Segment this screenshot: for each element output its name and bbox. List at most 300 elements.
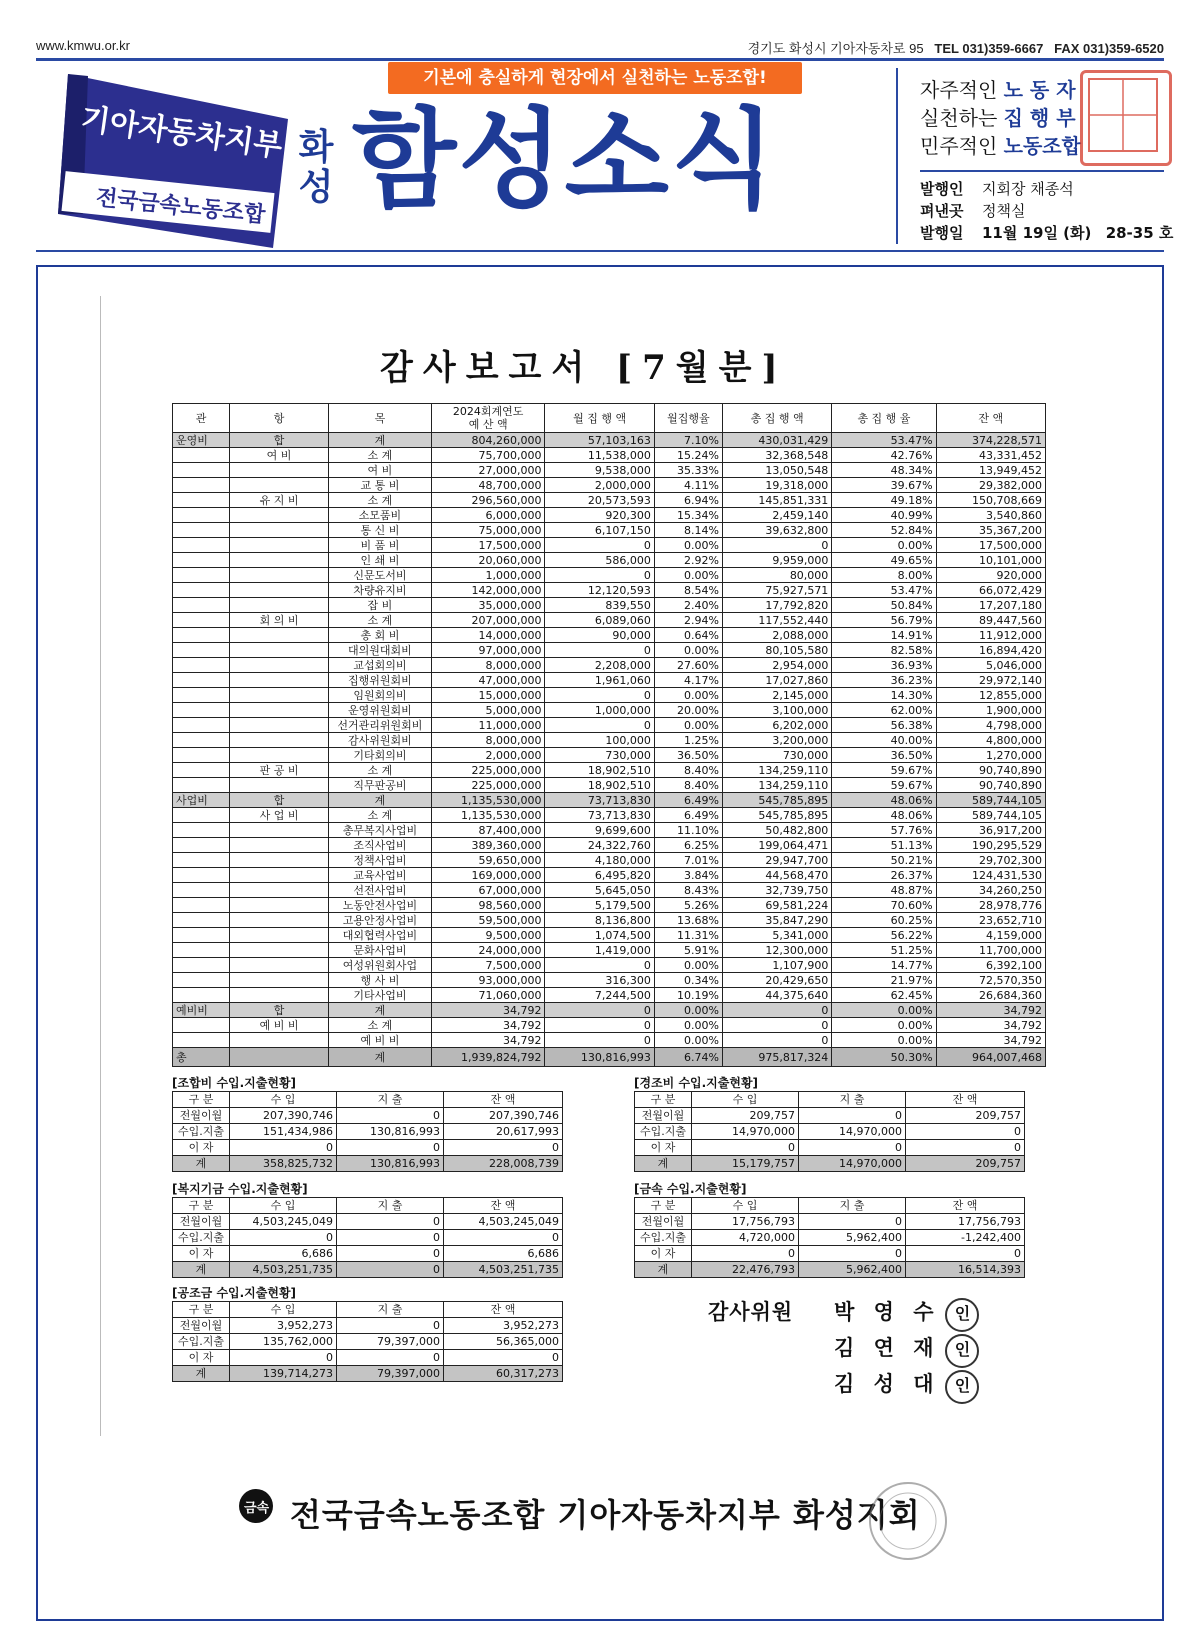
table-cell: 20,060,000 xyxy=(431,553,545,568)
table-cell: 225,000,000 xyxy=(431,763,545,778)
subtable-header-row xyxy=(173,1302,563,1318)
table-cell xyxy=(173,673,230,688)
table-cell: 75,000,000 xyxy=(431,523,545,538)
table-cell: 14.77% xyxy=(832,958,936,973)
table-cell xyxy=(173,763,230,778)
table-cell: 계 xyxy=(329,793,432,808)
table-row xyxy=(173,433,1046,448)
subtable-title: [경조비 수입.지출현황] xyxy=(634,1076,759,1090)
table-cell: 대의원대회비 xyxy=(329,643,432,658)
table-cell: 소 계 xyxy=(329,448,432,463)
table-cell: 975,817,324 xyxy=(722,1048,831,1067)
subtable-cell: 17,756,793 xyxy=(906,1214,1025,1230)
table-cell: 62.00% xyxy=(832,703,936,718)
column-header: 목 xyxy=(329,404,432,433)
subtable-cell: 4,503,245,049 xyxy=(444,1214,563,1230)
column-header: 항 xyxy=(230,404,329,433)
table-cell: 6.25% xyxy=(654,838,722,853)
subtable-cell: 이 자 xyxy=(635,1246,692,1262)
seal-stamp-icon: 인 xyxy=(945,1370,979,1404)
column-header: 관 xyxy=(173,404,230,433)
column-header: 총 집 행 액 xyxy=(722,404,831,433)
table-cell: 0.00% xyxy=(654,538,722,553)
subtable-cell: 0 xyxy=(337,1108,444,1124)
table-cell: 71,060,000 xyxy=(431,988,545,1003)
table-cell xyxy=(230,628,329,643)
subtable-header-row xyxy=(635,1092,1025,1108)
table-cell: 판 공 비 xyxy=(230,763,329,778)
table-cell: 0.00% xyxy=(654,1018,722,1033)
table-cell: 36.23% xyxy=(832,673,936,688)
table-cell: 316,300 xyxy=(545,973,654,988)
table-cell: 117,552,440 xyxy=(722,613,831,628)
table-cell: 잡 비 xyxy=(329,598,432,613)
subtable-cell: 0 xyxy=(799,1108,906,1124)
table-cell: 23,652,710 xyxy=(936,913,1045,928)
table-cell xyxy=(173,853,230,868)
table-cell: 47,000,000 xyxy=(431,673,545,688)
column-header: 잔 액 xyxy=(936,404,1045,433)
table-cell: 53.47% xyxy=(832,583,936,598)
table-cell xyxy=(173,568,230,583)
table-cell: 소 계 xyxy=(329,808,432,823)
table-cell: 계 xyxy=(329,1048,432,1067)
table-cell: 여 비 xyxy=(329,463,432,478)
fax-text: FAX 031)359-6520 xyxy=(1054,41,1164,56)
table-cell xyxy=(173,613,230,628)
table-cell: 59,500,000 xyxy=(431,913,545,928)
table-cell: 53.47% xyxy=(832,433,936,448)
table-cell: 48.06% xyxy=(832,808,936,823)
subtable-cell: 0 xyxy=(906,1140,1025,1156)
table-cell: 100,000 xyxy=(545,733,654,748)
table-cell: 16,894,420 xyxy=(936,643,1045,658)
subtable-cell: 0 xyxy=(692,1140,799,1156)
subtable-title: [금속 수입.지출현황] xyxy=(634,1182,747,1196)
subtable-row xyxy=(173,1318,563,1334)
table-cell: 5,046,000 xyxy=(936,658,1045,673)
table-cell xyxy=(230,643,329,658)
table-cell: 0.00% xyxy=(654,1033,722,1048)
table-cell: 소 계 xyxy=(329,493,432,508)
table-row xyxy=(173,688,1046,703)
subtable-cell: 3,952,273 xyxy=(444,1318,563,1334)
table-cell: 신문도서비 xyxy=(329,568,432,583)
table-cell: 교섭회의비 xyxy=(329,658,432,673)
table-cell: 17,792,820 xyxy=(722,598,831,613)
table-cell: 소 계 xyxy=(329,613,432,628)
table-cell xyxy=(230,463,329,478)
table-cell: 75,927,571 xyxy=(722,583,831,598)
publication-info xyxy=(920,178,1173,244)
table-cell: 42.76% xyxy=(832,448,936,463)
subtable-cell: 22,476,793 xyxy=(692,1262,799,1278)
table-cell: 20,429,650 xyxy=(722,973,831,988)
table-cell: 0 xyxy=(545,958,654,973)
table-cell xyxy=(173,748,230,763)
publisher-label: 발행인 xyxy=(920,180,964,198)
subtable-cell: 209,757 xyxy=(906,1108,1025,1124)
subtable-cell: 0 xyxy=(906,1124,1025,1140)
table-cell: 1,074,500 xyxy=(545,928,654,943)
table-cell xyxy=(230,928,329,943)
table-cell xyxy=(230,523,329,538)
table-cell: 11.10% xyxy=(654,823,722,838)
subtable-cell: 계 xyxy=(635,1262,692,1278)
table-cell: 4,159,000 xyxy=(936,928,1045,943)
table-cell: 17,500,000 xyxy=(936,538,1045,553)
motto-divider xyxy=(920,170,1164,172)
table-cell: 145,851,331 xyxy=(722,493,831,508)
table-cell: 59.67% xyxy=(832,763,936,778)
table-cell: 총 회 비 xyxy=(329,628,432,643)
table-cell: 1,000,000 xyxy=(431,568,545,583)
table-cell: 589,744,105 xyxy=(936,808,1045,823)
table-cell: 35.33% xyxy=(654,463,722,478)
subtable-cell: 이 자 xyxy=(173,1246,230,1262)
table-cell: 73,713,830 xyxy=(545,793,654,808)
table-cell: 통 신 비 xyxy=(329,523,432,538)
column-header: 월 집 행 액 xyxy=(545,404,654,433)
table-cell xyxy=(173,523,230,538)
table-cell: 1,939,824,792 xyxy=(431,1048,545,1067)
subtable-cell: 358,825,732 xyxy=(230,1156,337,1172)
table-cell: 대외협력사업비 xyxy=(329,928,432,943)
table-cell: 12,300,000 xyxy=(722,943,831,958)
table-row xyxy=(173,628,1046,643)
subtable-header-cell: 구 분 xyxy=(635,1198,692,1214)
table-cell: 586,000 xyxy=(545,553,654,568)
table-cell: 20,573,593 xyxy=(545,493,654,508)
table-cell: 839,550 xyxy=(545,598,654,613)
table-row xyxy=(173,988,1046,1003)
table-row xyxy=(173,703,1046,718)
subtable-row xyxy=(635,1140,1025,1156)
subtable-cell: 전월이월 xyxy=(173,1108,230,1124)
table-cell: 24,322,760 xyxy=(545,838,654,853)
table-cell: 32,739,750 xyxy=(722,883,831,898)
table-cell xyxy=(173,913,230,928)
table-cell: 3,100,000 xyxy=(722,703,831,718)
subtable-header-cell: 수 입 xyxy=(230,1198,337,1214)
table-cell: 26.37% xyxy=(832,868,936,883)
table-cell: 12,855,000 xyxy=(936,688,1045,703)
subtable-cell: 5,962,400 xyxy=(799,1262,906,1278)
table-cell: 여성위원회사업 xyxy=(329,958,432,973)
table-cell: 804,260,000 xyxy=(431,433,545,448)
subtable-cell: 79,397,000 xyxy=(337,1366,444,1382)
table-cell xyxy=(230,973,329,988)
subtable-header-cell: 지 출 xyxy=(337,1198,444,1214)
table-cell: 8,136,800 xyxy=(545,913,654,928)
subtable-cell: 전월이월 xyxy=(173,1318,230,1334)
table-cell: 유 지 비 xyxy=(230,493,329,508)
issue-number: 28-35 호 xyxy=(1105,224,1174,242)
top-info-bar xyxy=(36,36,1164,58)
table-cell: 17,500,000 xyxy=(431,538,545,553)
table-cell: 730,000 xyxy=(545,748,654,763)
table-cell xyxy=(173,688,230,703)
table-cell: 17,207,180 xyxy=(936,598,1045,613)
subtable-cell: 130,816,993 xyxy=(337,1124,444,1140)
subtable-header-cell: 구 분 xyxy=(173,1198,230,1214)
table-cell: 0 xyxy=(545,1018,654,1033)
table-cell: 18,902,510 xyxy=(545,763,654,778)
table-row xyxy=(173,928,1046,943)
table-cell: 80,105,580 xyxy=(722,643,831,658)
table-cell: 13,949,452 xyxy=(936,463,1045,478)
date-label: 발행일 xyxy=(920,224,964,242)
table-cell xyxy=(173,1018,230,1033)
subtable xyxy=(172,1301,563,1382)
table-cell: 0 xyxy=(545,688,654,703)
subtable-cell: 이 자 xyxy=(173,1140,230,1156)
table-cell: 34,260,250 xyxy=(936,883,1045,898)
table-cell xyxy=(173,898,230,913)
table-cell xyxy=(230,658,329,673)
table-cell: 34,792 xyxy=(431,1018,545,1033)
table-cell: 142,000,000 xyxy=(431,583,545,598)
table-cell: 48.34% xyxy=(832,463,936,478)
table-cell: 8.43% xyxy=(654,883,722,898)
subtable-title: [공조금 수입.지출현황] xyxy=(172,1286,297,1300)
table-cell: 직무판공비 xyxy=(329,778,432,793)
table-cell xyxy=(230,508,329,523)
table-cell: 0 xyxy=(545,1003,654,1018)
table-cell xyxy=(173,1033,230,1048)
table-header-row xyxy=(173,404,1046,433)
seal-stamp-icon: 인 xyxy=(945,1334,979,1368)
table-cell: 5,179,500 xyxy=(545,898,654,913)
contact-info xyxy=(748,38,1164,57)
subtable-cell: 0 xyxy=(230,1350,337,1366)
subtable-cell: 전월이월 xyxy=(635,1108,692,1124)
table-cell: 비 품 비 xyxy=(329,538,432,553)
table-cell: 964,007,468 xyxy=(936,1048,1045,1067)
table-cell: 10.19% xyxy=(654,988,722,1003)
table-cell xyxy=(230,673,329,688)
table-cell: 0 xyxy=(722,1018,831,1033)
table-cell: 6,202,000 xyxy=(722,718,831,733)
table-cell xyxy=(230,598,329,613)
table-cell: 12,120,593 xyxy=(545,583,654,598)
table-row xyxy=(173,958,1046,973)
subtable-cell: 수입.지출 xyxy=(173,1334,230,1350)
table-row xyxy=(173,583,1046,598)
table-cell xyxy=(230,988,329,1003)
table-cell xyxy=(230,733,329,748)
table-cell: 3.84% xyxy=(654,868,722,883)
subtable-cell: 6,686 xyxy=(230,1246,337,1262)
table-row xyxy=(173,598,1046,613)
table-cell xyxy=(230,703,329,718)
table-cell: 소모품비 xyxy=(329,508,432,523)
subtable-cell: 0 xyxy=(692,1246,799,1262)
table-cell: 노동안전사업비 xyxy=(329,898,432,913)
table-cell: 운영비 xyxy=(173,433,230,448)
table-cell: 소 계 xyxy=(329,1018,432,1033)
subtable-block xyxy=(172,1074,563,1172)
table-cell: 18,902,510 xyxy=(545,778,654,793)
subtable-cell: 0 xyxy=(230,1230,337,1246)
table-cell: 48.06% xyxy=(832,793,936,808)
table-cell xyxy=(230,478,329,493)
metal-union-logo-icon xyxy=(236,1486,282,1526)
table-cell: 조직사업비 xyxy=(329,838,432,853)
table-cell: 3,200,000 xyxy=(722,733,831,748)
subtable-cell: 전월이월 xyxy=(173,1214,230,1230)
footer-org-name: 전국금속노동조합 기아자동차지부 화성지회 xyxy=(290,1496,921,1534)
subtable-cell: 0 xyxy=(799,1214,906,1230)
subtable-block xyxy=(172,1180,563,1278)
table-row xyxy=(173,1033,1046,1048)
table-cell: 70.60% xyxy=(832,898,936,913)
table-cell: 11.31% xyxy=(654,928,722,943)
table-row xyxy=(173,1018,1046,1033)
table-cell xyxy=(173,448,230,463)
table-cell: 80,000 xyxy=(722,568,831,583)
website-link[interactable]: www.kmwu.or.kr xyxy=(36,38,130,53)
table-cell: 총무복지사업비 xyxy=(329,823,432,838)
subtable-header-row xyxy=(173,1198,563,1214)
table-cell: 920,300 xyxy=(545,508,654,523)
table-cell: 51.13% xyxy=(832,838,936,853)
table-cell: 14.91% xyxy=(832,628,936,643)
subtable-cell: 228,008,739 xyxy=(444,1156,563,1172)
table-cell: 10,101,000 xyxy=(936,553,1045,568)
subtable-cell: 전월이월 xyxy=(635,1214,692,1230)
subtable-cell: 이 자 xyxy=(173,1350,230,1366)
subtable-title: [복지기금 수입.지출현황] xyxy=(172,1182,308,1196)
column-header: 총 집 행 율 xyxy=(832,404,936,433)
slogan-banner: 기본에 충실하게 현장에서 실천하는 노동조합! xyxy=(388,62,802,94)
table-cell: 430,031,429 xyxy=(722,433,831,448)
table-cell: 8.40% xyxy=(654,763,722,778)
table-cell xyxy=(230,553,329,568)
table-cell: 6,495,820 xyxy=(545,868,654,883)
subtable-cell: 0 xyxy=(337,1318,444,1334)
table-cell: 1,961,060 xyxy=(545,673,654,688)
table-row xyxy=(173,553,1046,568)
table-row xyxy=(173,568,1046,583)
publisher-value: 지회장 채종석 xyxy=(982,180,1074,198)
table-cell: 0 xyxy=(722,1033,831,1048)
subtable-cell: 계 xyxy=(635,1156,692,1172)
seal-stamp-icon: 인 xyxy=(945,1298,979,1332)
table-cell: 29,972,140 xyxy=(936,673,1045,688)
table-cell: 11,000,000 xyxy=(431,718,545,733)
table-cell xyxy=(230,853,329,868)
table-cell: 15.34% xyxy=(654,508,722,523)
table-cell: 3,540,860 xyxy=(936,508,1045,523)
subtable-cell: 14,970,000 xyxy=(799,1156,906,1172)
subtable-cell: 수입.지출 xyxy=(635,1124,692,1140)
subtable-cell: 0 xyxy=(337,1214,444,1230)
table-cell: 150,708,669 xyxy=(936,493,1045,508)
table-cell: 합 xyxy=(230,793,329,808)
motto-block xyxy=(920,76,1081,160)
table-row xyxy=(173,508,1046,523)
subtable xyxy=(172,1091,563,1172)
table-cell: 87,400,000 xyxy=(431,823,545,838)
table-cell: 8,000,000 xyxy=(431,733,545,748)
table-cell: 35,000,000 xyxy=(431,598,545,613)
subtable-cell: -1,242,400 xyxy=(906,1230,1025,1246)
table-cell: 199,064,471 xyxy=(722,838,831,853)
table-cell: 7,500,000 xyxy=(431,958,545,973)
table-row xyxy=(173,1003,1046,1018)
table-cell: 8.00% xyxy=(832,568,936,583)
table-cell: 교육사업비 xyxy=(329,868,432,883)
subtable-row xyxy=(635,1214,1025,1230)
table-cell: 13.68% xyxy=(654,913,722,928)
subtable-cell: 207,390,746 xyxy=(444,1108,563,1124)
subtable-row xyxy=(173,1124,563,1140)
table-cell: 11,538,000 xyxy=(545,448,654,463)
table-cell xyxy=(173,928,230,943)
table-cell: 98,560,000 xyxy=(431,898,545,913)
subtable-header-cell: 수 입 xyxy=(230,1092,337,1108)
subtable-cell: 0 xyxy=(799,1140,906,1156)
table-cell: 5.26% xyxy=(654,898,722,913)
table-cell xyxy=(173,988,230,1003)
table-cell: 사업비 xyxy=(173,793,230,808)
table-cell: 0.00% xyxy=(654,958,722,973)
table-cell: 7,244,500 xyxy=(545,988,654,1003)
table-cell: 기타회의비 xyxy=(329,748,432,763)
subtable-row xyxy=(173,1230,563,1246)
subtable-header-cell: 잔 액 xyxy=(444,1302,563,1318)
table-row xyxy=(173,973,1046,988)
subtable-cell: 수입.지출 xyxy=(173,1124,230,1140)
table-cell: 93,000,000 xyxy=(431,973,545,988)
table-cell: 62.45% xyxy=(832,988,936,1003)
table-cell: 36.93% xyxy=(832,658,936,673)
subtable-block xyxy=(634,1180,1025,1278)
table-cell: 49.18% xyxy=(832,493,936,508)
table-cell xyxy=(173,943,230,958)
table-cell: 집행위원회비 xyxy=(329,673,432,688)
table-body xyxy=(173,433,1046,1067)
office-value: 정책실 xyxy=(982,202,1026,220)
table-row xyxy=(173,778,1046,793)
subtable-header-cell: 구 분 xyxy=(173,1302,230,1318)
subtable-cell: 6,686 xyxy=(444,1246,563,1262)
table-cell: 2.40% xyxy=(654,598,722,613)
table-cell: 730,000 xyxy=(722,748,831,763)
table-cell: 선거관리위원회비 xyxy=(329,718,432,733)
table-row xyxy=(173,478,1046,493)
table-cell: 고용안정사업비 xyxy=(329,913,432,928)
subtable-row xyxy=(173,1366,563,1382)
table-row xyxy=(173,613,1046,628)
table-cell: 4.11% xyxy=(654,478,722,493)
table-cell: 7.10% xyxy=(654,433,722,448)
subtable-cell: 5,962,400 xyxy=(799,1230,906,1246)
subtable-row xyxy=(635,1108,1025,1124)
subtable-cell: 계 xyxy=(173,1366,230,1382)
subtable-cell: 209,757 xyxy=(906,1156,1025,1172)
table-row xyxy=(173,718,1046,733)
table-cell: 36,917,200 xyxy=(936,823,1045,838)
table-cell: 9,699,600 xyxy=(545,823,654,838)
newsletter-title: 함성소식 xyxy=(352,98,778,223)
table-row xyxy=(173,523,1046,538)
subtable-title: [조합비 수입.지출현황] xyxy=(172,1076,297,1090)
table-cell: 1,900,000 xyxy=(936,703,1045,718)
table-cell: 75,700,000 xyxy=(431,448,545,463)
column-header: 2024회계연도 예 산 액 xyxy=(431,404,545,433)
